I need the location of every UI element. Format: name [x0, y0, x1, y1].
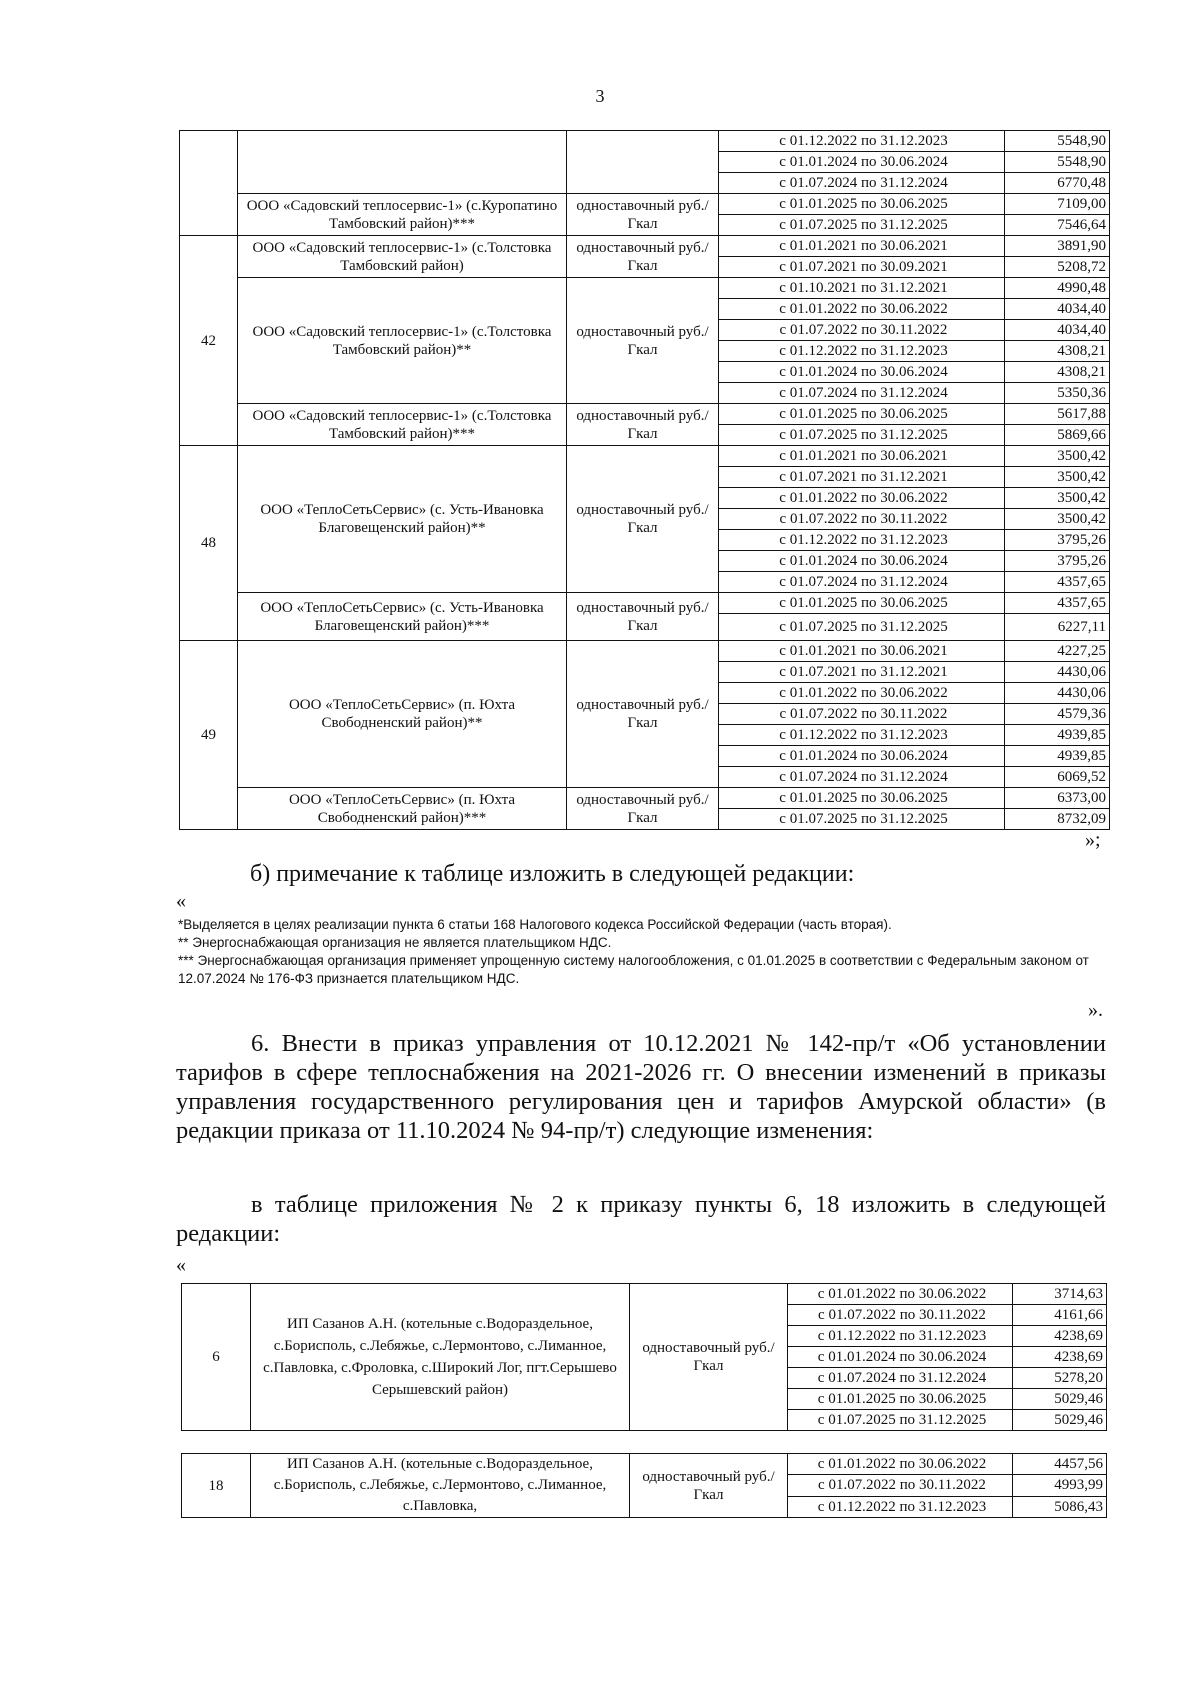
period-cell: с 01.07.2022 по 30.11.2022	[788, 1475, 1013, 1496]
kind-cell: одноставочный руб./Гкал	[567, 641, 719, 788]
value-cell: 3500,42	[1005, 509, 1110, 530]
period-cell: с 01.01.2024 по 30.06.2024	[719, 551, 1005, 572]
org-cell: ООО «Садовский теплосервис-1» (с.Толстовка Тамбовский район)***	[238, 404, 567, 446]
org-cell: ООО «ТеплоСетьСервис» (с. Усть-Ивановка Благовещенский район)***	[238, 593, 567, 641]
period-cell: с 01.07.2025 по 31.12.2025	[719, 425, 1005, 446]
kind-cell: одноставочный руб./Гкал	[567, 404, 719, 446]
paragraph-6	[176, 1029, 1106, 1145]
value-cell: 5548,90	[1005, 131, 1110, 152]
period-cell: с 01.01.2025 по 30.06.2025	[719, 593, 1005, 614]
value-cell: 4993,99	[1013, 1475, 1107, 1496]
table-row	[180, 404, 1110, 425]
period-cell: с 01.12.2022 по 31.12.2023	[788, 1326, 1013, 1347]
value-cell: 6069,52	[1005, 767, 1110, 788]
table-row	[182, 1454, 1107, 1475]
table-row	[180, 788, 1110, 809]
closing-quote: »;	[1085, 829, 1101, 851]
period-cell: с 01.01.2024 по 30.06.2024	[719, 152, 1005, 173]
table-row	[180, 278, 1110, 299]
period-cell: с 01.07.2022 по 30.11.2022	[788, 1305, 1013, 1326]
note-2: ** Энергоснабжающая организация не является плательщиком НДС.	[178, 935, 612, 950]
num-cell	[180, 131, 238, 236]
org-cell: ООО «ТеплоСетьСервис» (с. Усть-Ивановка Благовещенский район)**	[238, 446, 567, 593]
item-number: 42	[180, 236, 238, 446]
value-cell: 4308,21	[1005, 362, 1110, 383]
table-row	[180, 641, 1110, 662]
value-cell: 4939,85	[1005, 746, 1110, 767]
value-cell: 5029,46	[1013, 1410, 1107, 1431]
period-cell: с 01.07.2025 по 31.12.2025	[719, 614, 1005, 641]
period-cell: с 01.12.2022 по 31.12.2023	[788, 1496, 1013, 1517]
value-cell: 4430,06	[1005, 662, 1110, 683]
org-cell: ИП Сазанов А.Н. (котельные с.Водораздельное, с.Борисполь, с.Лебяжье, с.Лермонтово, с.Лиманное, с.Павловка,	[251, 1454, 630, 1518]
value-cell: 4939,85	[1005, 725, 1110, 746]
period-cell: с 01.10.2021 по 31.12.2021	[719, 278, 1005, 299]
org-cell: ООО «ТеплоСетьСервис» (п. Юхта Свободненский район)**	[238, 641, 567, 788]
period-cell: с 01.01.2025 по 30.06.2025	[719, 404, 1005, 425]
period-cell: с 01.07.2021 по 31.12.2021	[719, 662, 1005, 683]
value-cell: 4238,69	[1013, 1347, 1107, 1368]
table-row	[180, 236, 1110, 257]
value-cell: 4357,65	[1005, 572, 1110, 593]
note-3: *** Энергоснабжающая организация применяет упрощенную систему налогообложения, с 01.01.2025 в соответствии с Федеральным законом от 12.07.2024 № 176-ФЗ признается плательщиком НДС.	[178, 953, 1089, 986]
kind-cell: одноставочный руб./Гкал	[567, 446, 719, 593]
value-cell: 8732,09	[1005, 809, 1110, 830]
tariff-table-continued	[179, 130, 1110, 830]
period-cell: с 01.07.2022 по 30.11.2022	[719, 509, 1005, 530]
period-cell: с 01.01.2024 по 30.06.2024	[719, 746, 1005, 767]
period-cell: с 01.12.2022 по 31.12.2023	[719, 131, 1005, 152]
value-cell: 4308,21	[1005, 341, 1110, 362]
item-number: 6	[182, 1284, 251, 1431]
value-cell: 3891,90	[1005, 236, 1110, 257]
period-cell: с 01.07.2024 по 31.12.2024	[719, 572, 1005, 593]
closing-quote: ».	[1088, 999, 1103, 1021]
value-cell: 3500,42	[1005, 467, 1110, 488]
kind-cell: одноставочный руб./Гкал	[630, 1454, 788, 1518]
period-cell: с 01.01.2021 по 30.06.2021	[719, 641, 1005, 662]
table-row	[180, 446, 1110, 467]
note-1: *Выделяется в целях реализации пункта 6 статьи 168 Налогового кодекса Российской Федерации (часть вторая).	[178, 917, 892, 932]
value-cell: 4161,66	[1013, 1305, 1107, 1326]
value-cell: 4238,69	[1013, 1326, 1107, 1347]
period-cell: с 01.01.2022 по 30.06.2022	[719, 488, 1005, 509]
kind-cell: одноставочный руб./Гкал	[567, 278, 719, 404]
value-cell: 4990,48	[1005, 278, 1110, 299]
value-cell: 4357,65	[1005, 593, 1110, 614]
paragraph-6-text: 6. Внести в приказ управления от 10.12.2021 № 142-пр/т «Об установлении тарифов в сфере теплоснабжения на 2021-2026 гг. О внесении изменений в приказы управления государственного регулирования цен и тарифов Амурской области» (в редакции приказа от 11.10.2024 № 94-пр/т) следующие изменения:	[176, 1030, 1106, 1144]
value-cell: 7109,00	[1005, 194, 1110, 215]
value-cell: 4457,56	[1013, 1454, 1107, 1475]
period-cell: с 01.01.2025 по 30.06.2025	[719, 194, 1005, 215]
value-cell: 3714,63	[1013, 1284, 1107, 1305]
period-cell: с 01.12.2022 по 31.12.2023	[719, 341, 1005, 362]
period-cell: с 01.07.2024 по 31.12.2024	[719, 767, 1005, 788]
value-cell: 5548,90	[1005, 152, 1110, 173]
kind-cell: одноставочный руб./Гкал	[567, 194, 719, 236]
value-cell: 5350,36	[1005, 383, 1110, 404]
paragraph-6-sub	[176, 1190, 1106, 1248]
opening-quote: «	[176, 1254, 186, 1276]
period-cell: с 01.07.2024 по 31.12.2024	[719, 173, 1005, 194]
kind-cell: одноставочный руб./Гкал	[567, 593, 719, 641]
value-cell: 5208,72	[1005, 257, 1110, 278]
period-cell: с 01.07.2022 по 30.11.2022	[719, 320, 1005, 341]
paragraph-6-sub-text: в таблице приложения № 2 к приказу пункты 6, 18 изложить в следующей редакции:	[176, 1191, 1106, 1247]
period-cell: с 01.07.2021 по 31.12.2021	[719, 467, 1005, 488]
table-row	[182, 1284, 1107, 1305]
value-cell: 4227,25	[1005, 641, 1110, 662]
value-cell: 6227,11	[1005, 614, 1110, 641]
page-number: 3	[595, 86, 605, 106]
table-row	[180, 131, 1110, 152]
item-number: 18	[182, 1454, 251, 1518]
value-cell: 6373,00	[1005, 788, 1110, 809]
value-cell: 3795,26	[1005, 530, 1110, 551]
period-cell: с 01.01.2021 по 30.06.2021	[719, 446, 1005, 467]
kind-cell: одноставочный руб./Гкал	[567, 788, 719, 830]
period-cell: с 01.01.2024 по 30.06.2024	[719, 362, 1005, 383]
value-cell: 5278,20	[1013, 1368, 1107, 1389]
value-cell: 5869,66	[1005, 425, 1110, 446]
period-cell: с 01.01.2022 по 30.06.2022	[719, 299, 1005, 320]
table-row	[180, 194, 1110, 215]
period-cell: с 01.07.2025 по 31.12.2025	[719, 809, 1005, 830]
period-cell: с 01.01.2022 по 30.06.2022	[788, 1284, 1013, 1305]
value-cell: 3500,42	[1005, 446, 1110, 467]
period-cell: с 01.01.2025 по 30.06.2025	[788, 1389, 1013, 1410]
value-cell: 5617,88	[1005, 404, 1110, 425]
org-cell: ООО «ТеплоСетьСервис» (п. Юхта Свободненский район)***	[238, 788, 567, 830]
value-cell: 4430,06	[1005, 683, 1110, 704]
value-cell: 5029,46	[1013, 1389, 1107, 1410]
period-cell: с 01.01.2024 по 30.06.2024	[788, 1347, 1013, 1368]
period-cell: с 01.01.2025 по 30.06.2025	[719, 788, 1005, 809]
period-cell: с 01.07.2024 по 31.12.2024	[788, 1368, 1013, 1389]
period-cell: с 01.07.2021 по 30.09.2021	[719, 257, 1005, 278]
org-cell: ООО «Садовский теплосервис-1» (с.Толстовка Тамбовский район)	[238, 236, 567, 278]
org-cell: ООО «Садовский теплосервис-1» (с.Толстовка Тамбовский район)**	[238, 278, 567, 404]
value-cell: 3500,42	[1005, 488, 1110, 509]
value-cell: 7546,64	[1005, 215, 1110, 236]
value-cell: 4034,40	[1005, 320, 1110, 341]
period-cell: с 01.07.2025 по 31.12.2025	[719, 215, 1005, 236]
kind-cell: одноставочный руб./Гкал	[630, 1284, 788, 1431]
period-cell: с 01.07.2025 по 31.12.2025	[788, 1410, 1013, 1431]
period-cell: с 01.07.2022 по 30.11.2022	[719, 704, 1005, 725]
org-cell	[238, 131, 567, 194]
value-cell: 5086,43	[1013, 1496, 1107, 1517]
period-cell: с 01.01.2022 по 30.06.2022	[788, 1454, 1013, 1475]
table-row	[180, 593, 1110, 614]
value-cell: 4579,36	[1005, 704, 1110, 725]
value-cell: 6770,48	[1005, 173, 1110, 194]
org-cell: ООО «Садовский теплосервис-1» (с.Куропатино Тамбовский район)***	[238, 194, 567, 236]
period-cell: с 01.12.2022 по 31.12.2023	[719, 530, 1005, 551]
period-cell: с 01.01.2022 по 30.06.2022	[719, 683, 1005, 704]
section-b-heading: б) примечание к таблице изложить в следующей редакции:	[250, 861, 855, 887]
tariff-table-item-18	[181, 1453, 1107, 1518]
opening-quote: «	[176, 890, 186, 912]
item-number: 48	[180, 446, 238, 641]
table-notes	[178, 916, 1108, 988]
period-cell: с 01.01.2021 по 30.06.2021	[719, 236, 1005, 257]
period-cell: с 01.12.2022 по 31.12.2023	[719, 725, 1005, 746]
period-cell: с 01.07.2024 по 31.12.2024	[719, 383, 1005, 404]
org-cell: ИП Сазанов А.Н. (котельные с.Водораздельное, с.Борисполь, с.Лебяжье, с.Лермонтово, с.Лиманное, с.Павловка, с.Фроловка, с.Широкий Лог, пгт.Серышево Серышевский район)	[251, 1284, 630, 1431]
item-number: 49	[180, 641, 238, 830]
tariff-table-item-6	[181, 1283, 1107, 1431]
value-cell: 4034,40	[1005, 299, 1110, 320]
kind-cell	[567, 131, 719, 194]
kind-cell: одноставочный руб./Гкал	[567, 236, 719, 278]
value-cell: 3795,26	[1005, 551, 1110, 572]
